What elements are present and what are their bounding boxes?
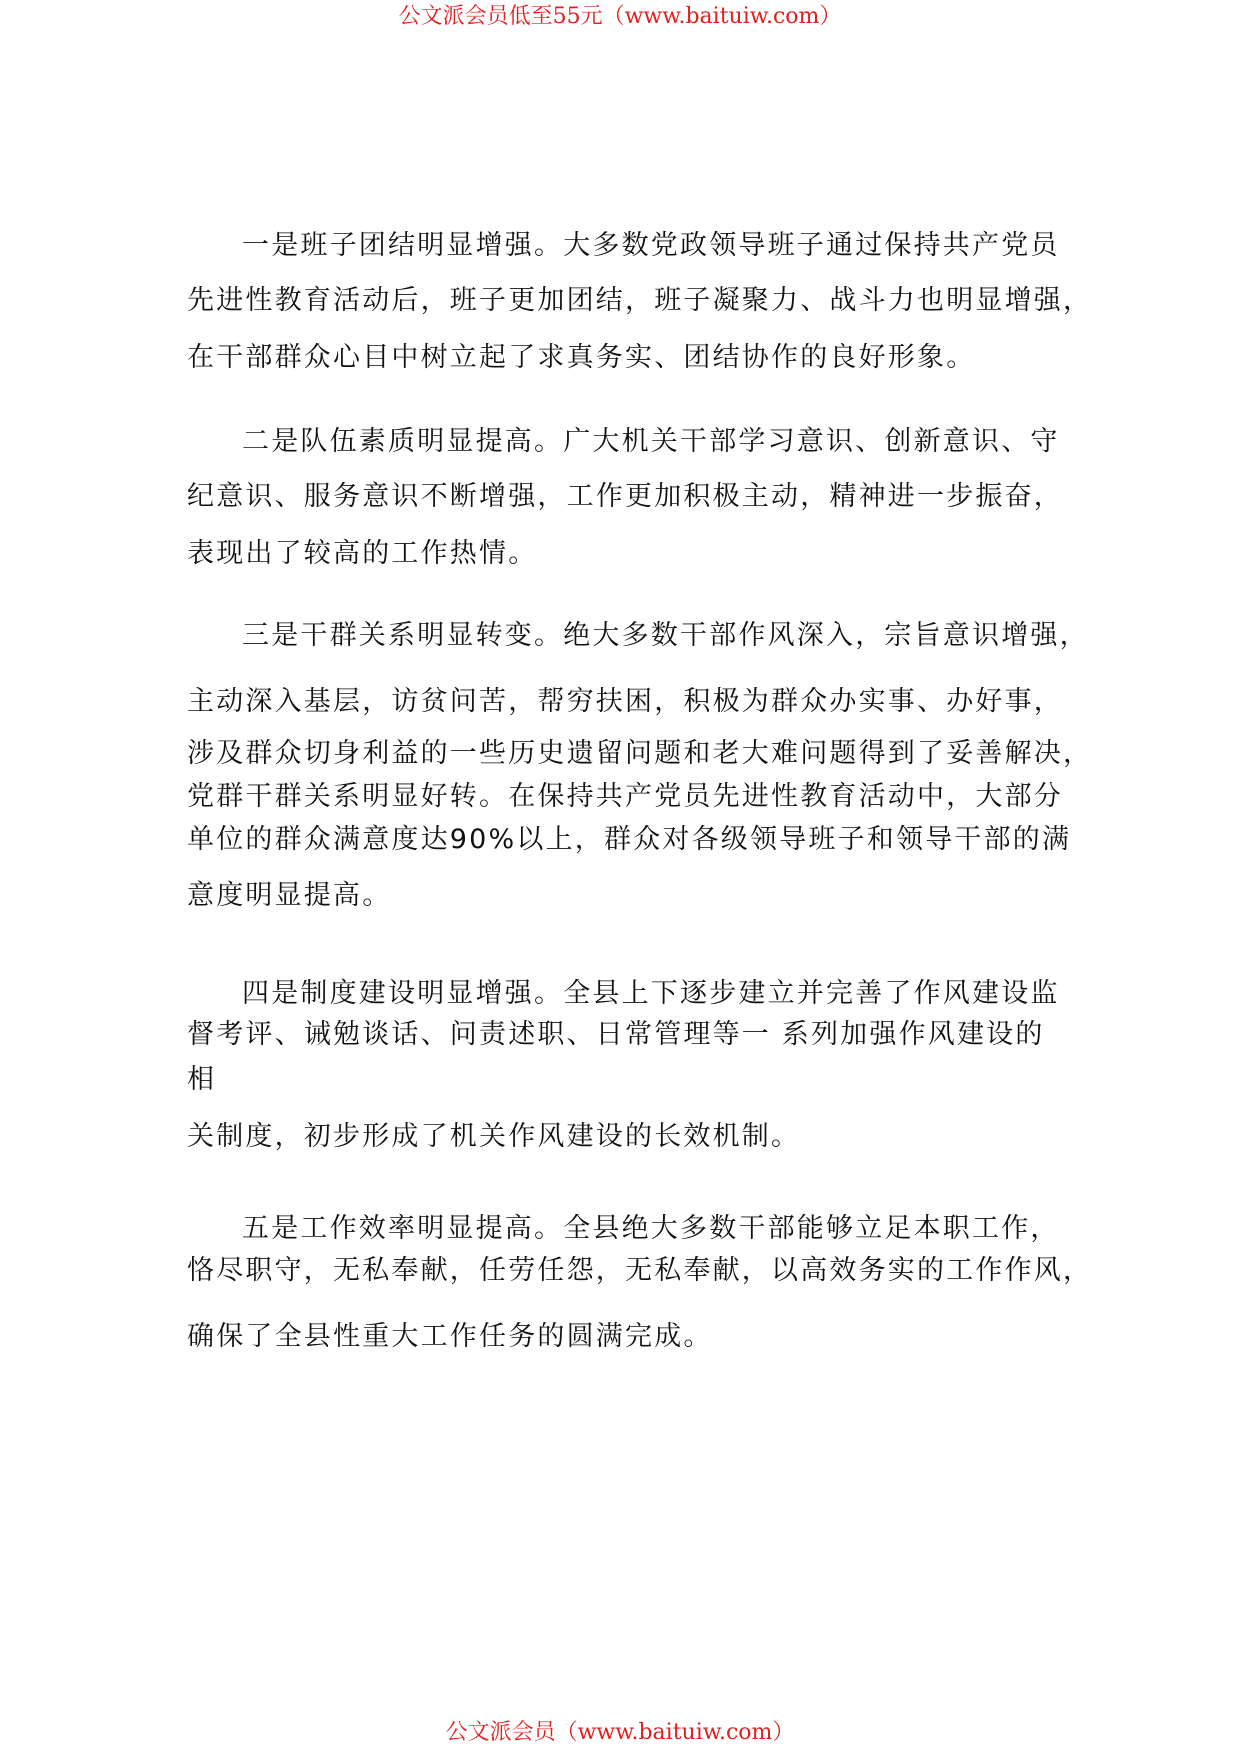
- paragraph-3-line-3: 涉及群众切身利益的一些历史遗留问题和老大难问题得到了妥善解决，: [187, 738, 1093, 769]
- header-watermark: 公文派会员低至55元（www.baituiw.com）: [398, 4, 842, 29]
- paragraph-4-line-3: 相: [187, 1064, 217, 1095]
- paragraph-1-line-3: 在干部群众心目中树立起了求真务实、团结协作的良好形象。: [187, 342, 976, 373]
- paragraph-2-line-3: 表现出了较高的工作热情。: [187, 538, 538, 569]
- paragraph-1-line-1: 一是班子团结明显增强。大多数党政领导班子通过保持共产党员: [242, 230, 1060, 261]
- paragraph-3-line-6: 意度明显提高。: [187, 880, 392, 911]
- paragraph-3-line-4: 党群干群关系明显好转。在保持共产党员先进性教育活动中，大部分: [187, 781, 1063, 812]
- paragraph-5-line-2: 恪尽职守，无私奉献，任劳任怨，无私奉献，以高效务实的工作作风，: [187, 1255, 1093, 1286]
- paragraph-3-line-1: 三是干群关系明显转变。绝大多数干部作风深入，宗旨意识增强，: [242, 620, 1089, 651]
- paragraph-5-line-1: 五是工作效率明显提高。全县绝大多数干部能够立足本职工作，: [242, 1213, 1060, 1244]
- paragraph-3-line-2: 主动深入基层，访贫问苦，帮穷扶困，积极为群众办实事、办好事，: [187, 686, 1063, 717]
- paragraph-2-line-2: 纪意识、服务意识不断增强，工作更加积极主动，精神进一步振奋，: [187, 481, 1063, 512]
- paragraph-4-line-2: 督考评、诫勉谈话、问责述职、日常管理等一 系列加强作风建设的: [187, 1019, 1045, 1050]
- paragraph-2-line-1: 二是队伍素质明显提高。广大机关干部学习意识、创新意识、守: [242, 426, 1060, 457]
- paragraph-1-line-2: 先进性教育活动后，班子更加团结，班子凝聚力、战斗力也明显增强，: [187, 285, 1093, 316]
- footer-watermark: 公文派会员（www.baituiw.com）: [445, 1720, 795, 1745]
- paragraph-4-line-4: 关制度，初步形成了机关作风建设的长效机制。: [187, 1121, 801, 1152]
- paragraph-4-line-1: 四是制度建设明显增强。全县上下逐步建立并完善了作风建设监: [242, 978, 1060, 1009]
- paragraph-3-line-5: 单位的群众满意度达90%以上，群众对各级领导班子和领导干部的满: [187, 824, 1072, 855]
- paragraph-5-line-3: 确保了全县性重大工作任务的圆满完成。: [187, 1321, 713, 1352]
